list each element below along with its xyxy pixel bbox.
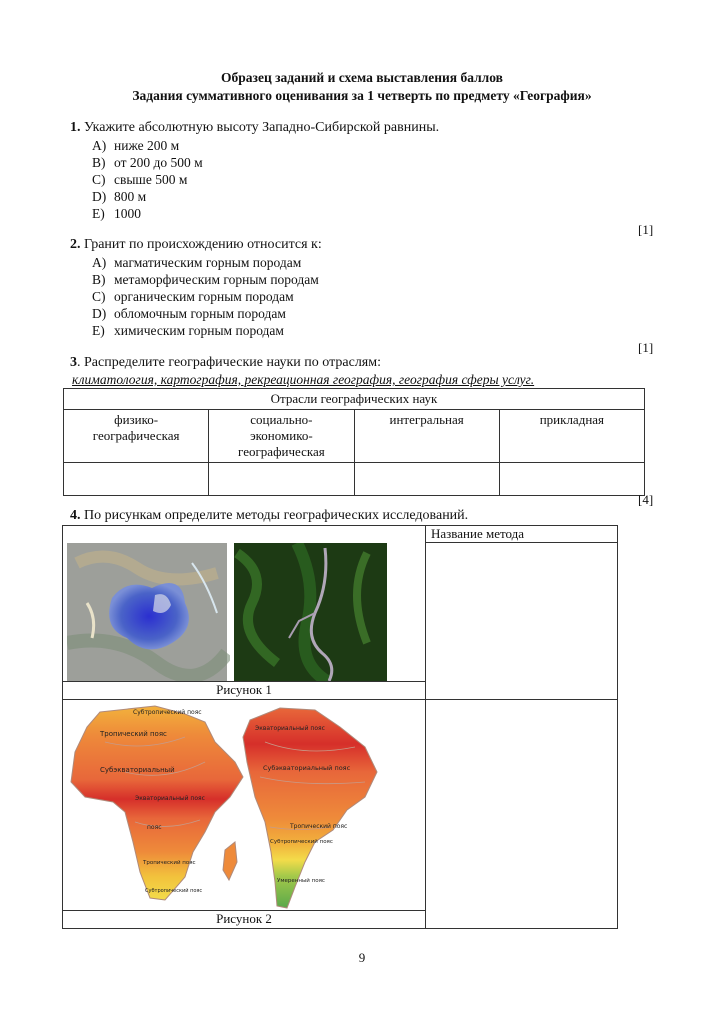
header-line-2: Задания суммативного оценивания за 1 четверть по предмету «География» <box>132 88 592 103</box>
option-text: от 200 до 500 м <box>114 155 203 170</box>
method-name-header: Название метода <box>426 526 618 543</box>
figure-1-answer[interactable] <box>426 543 618 700</box>
answer-option[interactable] <box>92 323 284 339</box>
option-text: органическим горным породам <box>114 289 294 304</box>
question-4-number: 4. <box>70 508 81 523</box>
option-text: ниже 200 м <box>114 138 180 153</box>
africa-map <box>71 706 243 900</box>
branches-table-header: Отрасли географических наук <box>64 389 645 410</box>
option-text: 1000 <box>114 206 141 221</box>
option-text: свыше 500 м <box>114 172 188 187</box>
question-4-text: По рисункам определите методы географических исследований. <box>80 508 469 523</box>
column-integral: интегральная <box>354 410 499 463</box>
answer-option[interactable] <box>92 289 294 305</box>
africa-label-7: Субтропический пояс <box>145 888 203 894</box>
answer-cell-physical[interactable] <box>64 463 209 496</box>
question-1-number: 1. <box>70 120 81 135</box>
africa-label-4: Экваториальный пояс <box>135 795 205 802</box>
question-2-number: 2. <box>70 237 81 252</box>
option-letter: A) <box>92 255 107 270</box>
question-1 <box>70 120 439 136</box>
question-3-score: [4] <box>638 492 654 507</box>
answer-option[interactable] <box>92 138 179 154</box>
satellite-photo-lake <box>67 543 227 681</box>
question-1-text: Укажите абсолютную высоту Западно-Сибирской равнины. <box>84 120 440 135</box>
page-number: 9 <box>358 950 366 965</box>
answer-option[interactable] <box>92 272 319 288</box>
question-3 <box>70 355 381 371</box>
figure-1-caption: Рисунок 1 <box>63 681 425 699</box>
question-2-score: [1] <box>638 340 654 355</box>
column-socioeconomic: социально- экономико- географическая <box>209 410 354 463</box>
option-text: химическим горным породам <box>114 323 284 338</box>
option-letter: B) <box>92 272 106 287</box>
samerica-label-2: Субэкваториальный пояс <box>263 764 351 772</box>
question-2-text: Гранит по происхождению относится к: <box>84 237 322 252</box>
question-4 <box>70 508 468 524</box>
option-letter: C) <box>92 289 106 304</box>
africa-label-1: Субтропический пояс <box>133 709 202 716</box>
samerica-label-5: Умеренный пояс <box>277 878 325 884</box>
satellite-images <box>67 543 387 681</box>
option-letter: E) <box>92 206 105 221</box>
samerica-label-4: Субтропический пояс <box>270 839 333 845</box>
option-letter: D) <box>92 189 107 204</box>
question-1-score: [1] <box>638 222 654 237</box>
climate-zone-maps <box>65 702 421 910</box>
figure-2-cell <box>63 700 426 929</box>
answer-cell-integral[interactable] <box>354 463 499 496</box>
question-3-text: . Распределите географические науки по отраслям: <box>77 355 381 370</box>
option-letter: B) <box>92 155 106 170</box>
column-applied: прикладная <box>499 410 644 463</box>
africa-label-3: Субэкваториальный <box>100 766 175 774</box>
option-letter: D) <box>92 306 107 321</box>
question-3-sciences-list: климатология, картография, рекреационная география, география сферы услуг. <box>72 372 535 387</box>
header-line-1: Образец заданий и схема выставления баллов <box>221 70 503 85</box>
answer-option[interactable] <box>92 189 146 205</box>
figure-1-cell <box>63 543 426 700</box>
answer-cell-applied[interactable] <box>499 463 644 496</box>
option-letter: C) <box>92 172 106 187</box>
answer-option[interactable] <box>92 206 141 222</box>
question-2 <box>70 237 322 253</box>
africa-label-6: Тропический пояс <box>143 860 196 866</box>
figure-2-caption: Рисунок 2 <box>63 910 425 928</box>
column-physical: физико- географическая <box>64 410 209 463</box>
samerica-label-1: Экваториальный пояс <box>255 725 325 732</box>
africa-label-5: пояс <box>147 824 162 831</box>
answer-option[interactable] <box>92 255 301 271</box>
satellite-photo-river <box>230 543 387 681</box>
samerica-label-3: Тропический пояс <box>290 823 348 830</box>
answer-option[interactable] <box>92 172 187 188</box>
question-3-number: 3 <box>70 355 77 370</box>
africa-label-2: Тропический пояс <box>100 730 167 738</box>
option-text: обломочным горным породам <box>114 306 286 321</box>
answer-option[interactable] <box>92 155 203 171</box>
option-letter: E) <box>92 323 105 338</box>
option-text: 800 м <box>114 189 147 204</box>
south-america-map <box>243 708 377 908</box>
branches-table <box>63 388 645 496</box>
option-text: метаморфическим горным породам <box>114 272 319 287</box>
answer-cell-socioeconomic[interactable] <box>209 463 354 496</box>
option-text: магматическим горным породам <box>114 255 302 270</box>
figure-2-answer[interactable] <box>426 700 618 929</box>
methods-table <box>62 525 618 929</box>
answer-option[interactable] <box>92 306 286 322</box>
option-letter: A) <box>92 138 107 153</box>
